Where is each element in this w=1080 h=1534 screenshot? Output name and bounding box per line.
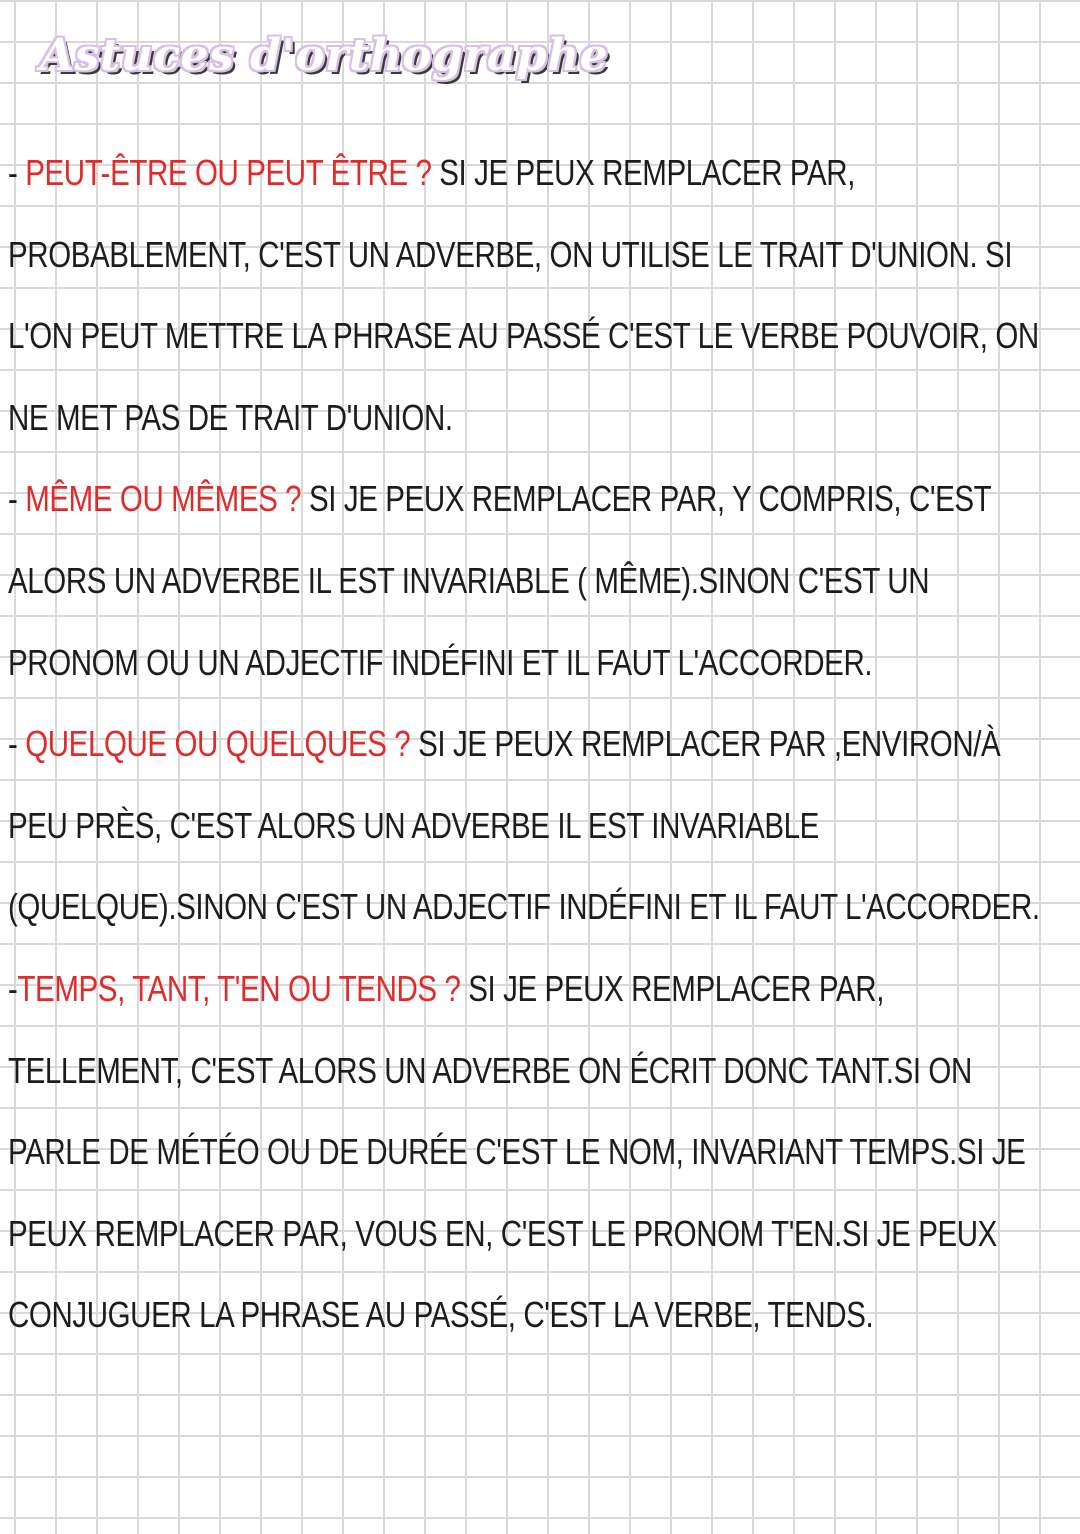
tips-list [8, 132, 1066, 1356]
tip-quelque [8, 703, 1066, 948]
tip-term: MÊME OU MÊMES ? [25, 478, 302, 520]
tip-term: TEMPS, TANT, T'EN OU TENDS ? [17, 967, 461, 1009]
tip-term: PEUT-ÊTRE OU PEUT ÊTRE ? [25, 152, 432, 193]
tip-peut-etre [8, 132, 1066, 458]
tip-temps [8, 948, 1066, 1356]
tip-explanation: SI JE PEUX REMPLACER PAR, PROBABLEMENT, C'EST UN ADVERBE, ON UTILISE LE TRAIT D'UNION. SI L'ON PEUT METTRE LA PHRASE AU PASSÉ C'EST LE VERBE POUVOIR, ON NE MET PAS DE TRAIT D'UNION. [8, 152, 1039, 438]
tip-explanation: SI JE PEUX REMPLACER PAR, Y COMPRIS, C'EST ALORS UN ADVERBE IL EST INVARIABLE ( MÊME).SINON C'EST UN PRONOM OU UN ADJECTIF INDÉFINI ET IL FAUT L'ACCORDER. [8, 478, 991, 683]
page-title: Astuces d'orthographe [40, 30, 609, 81]
tip-meme [8, 458, 1066, 703]
tip-dash: - [8, 723, 26, 765]
tip-term: QUELQUE OU QUELQUES ? [25, 723, 411, 765]
tip-dash: - [8, 152, 26, 193]
tip-explanation: SI JE PEUX REMPLACER PAR, TELLEMENT, C'EST ALORS UN ADVERBE ON ÉCRIT DONC TANT.SI ON PARLE DE MÉTÉO OU DE DURÉE C'EST LE NOM, INVARIANT TEMPS.SI JE PEUX REMPLACER PAR, VOUS EN, C'EST LE PRONOM T'EN.SI JE PEUX CONJUGUER LA PHRASE AU PASSÉ, C'EST LA VERBE, TENDS. [8, 967, 1026, 1336]
tip-dash: - [8, 967, 18, 1009]
tip-explanation: SI JE PEUX REMPLACER PAR ,ENVIRON/À PEU PRÈS, C'EST ALORS UN ADVERBE IL EST INVARIABLE (QUELQUE).SINON C'EST UN ADJECTIF INDÉFINI ET IL FAUT L'ACCORDER. [8, 723, 1040, 928]
tip-dash: - [8, 478, 26, 520]
